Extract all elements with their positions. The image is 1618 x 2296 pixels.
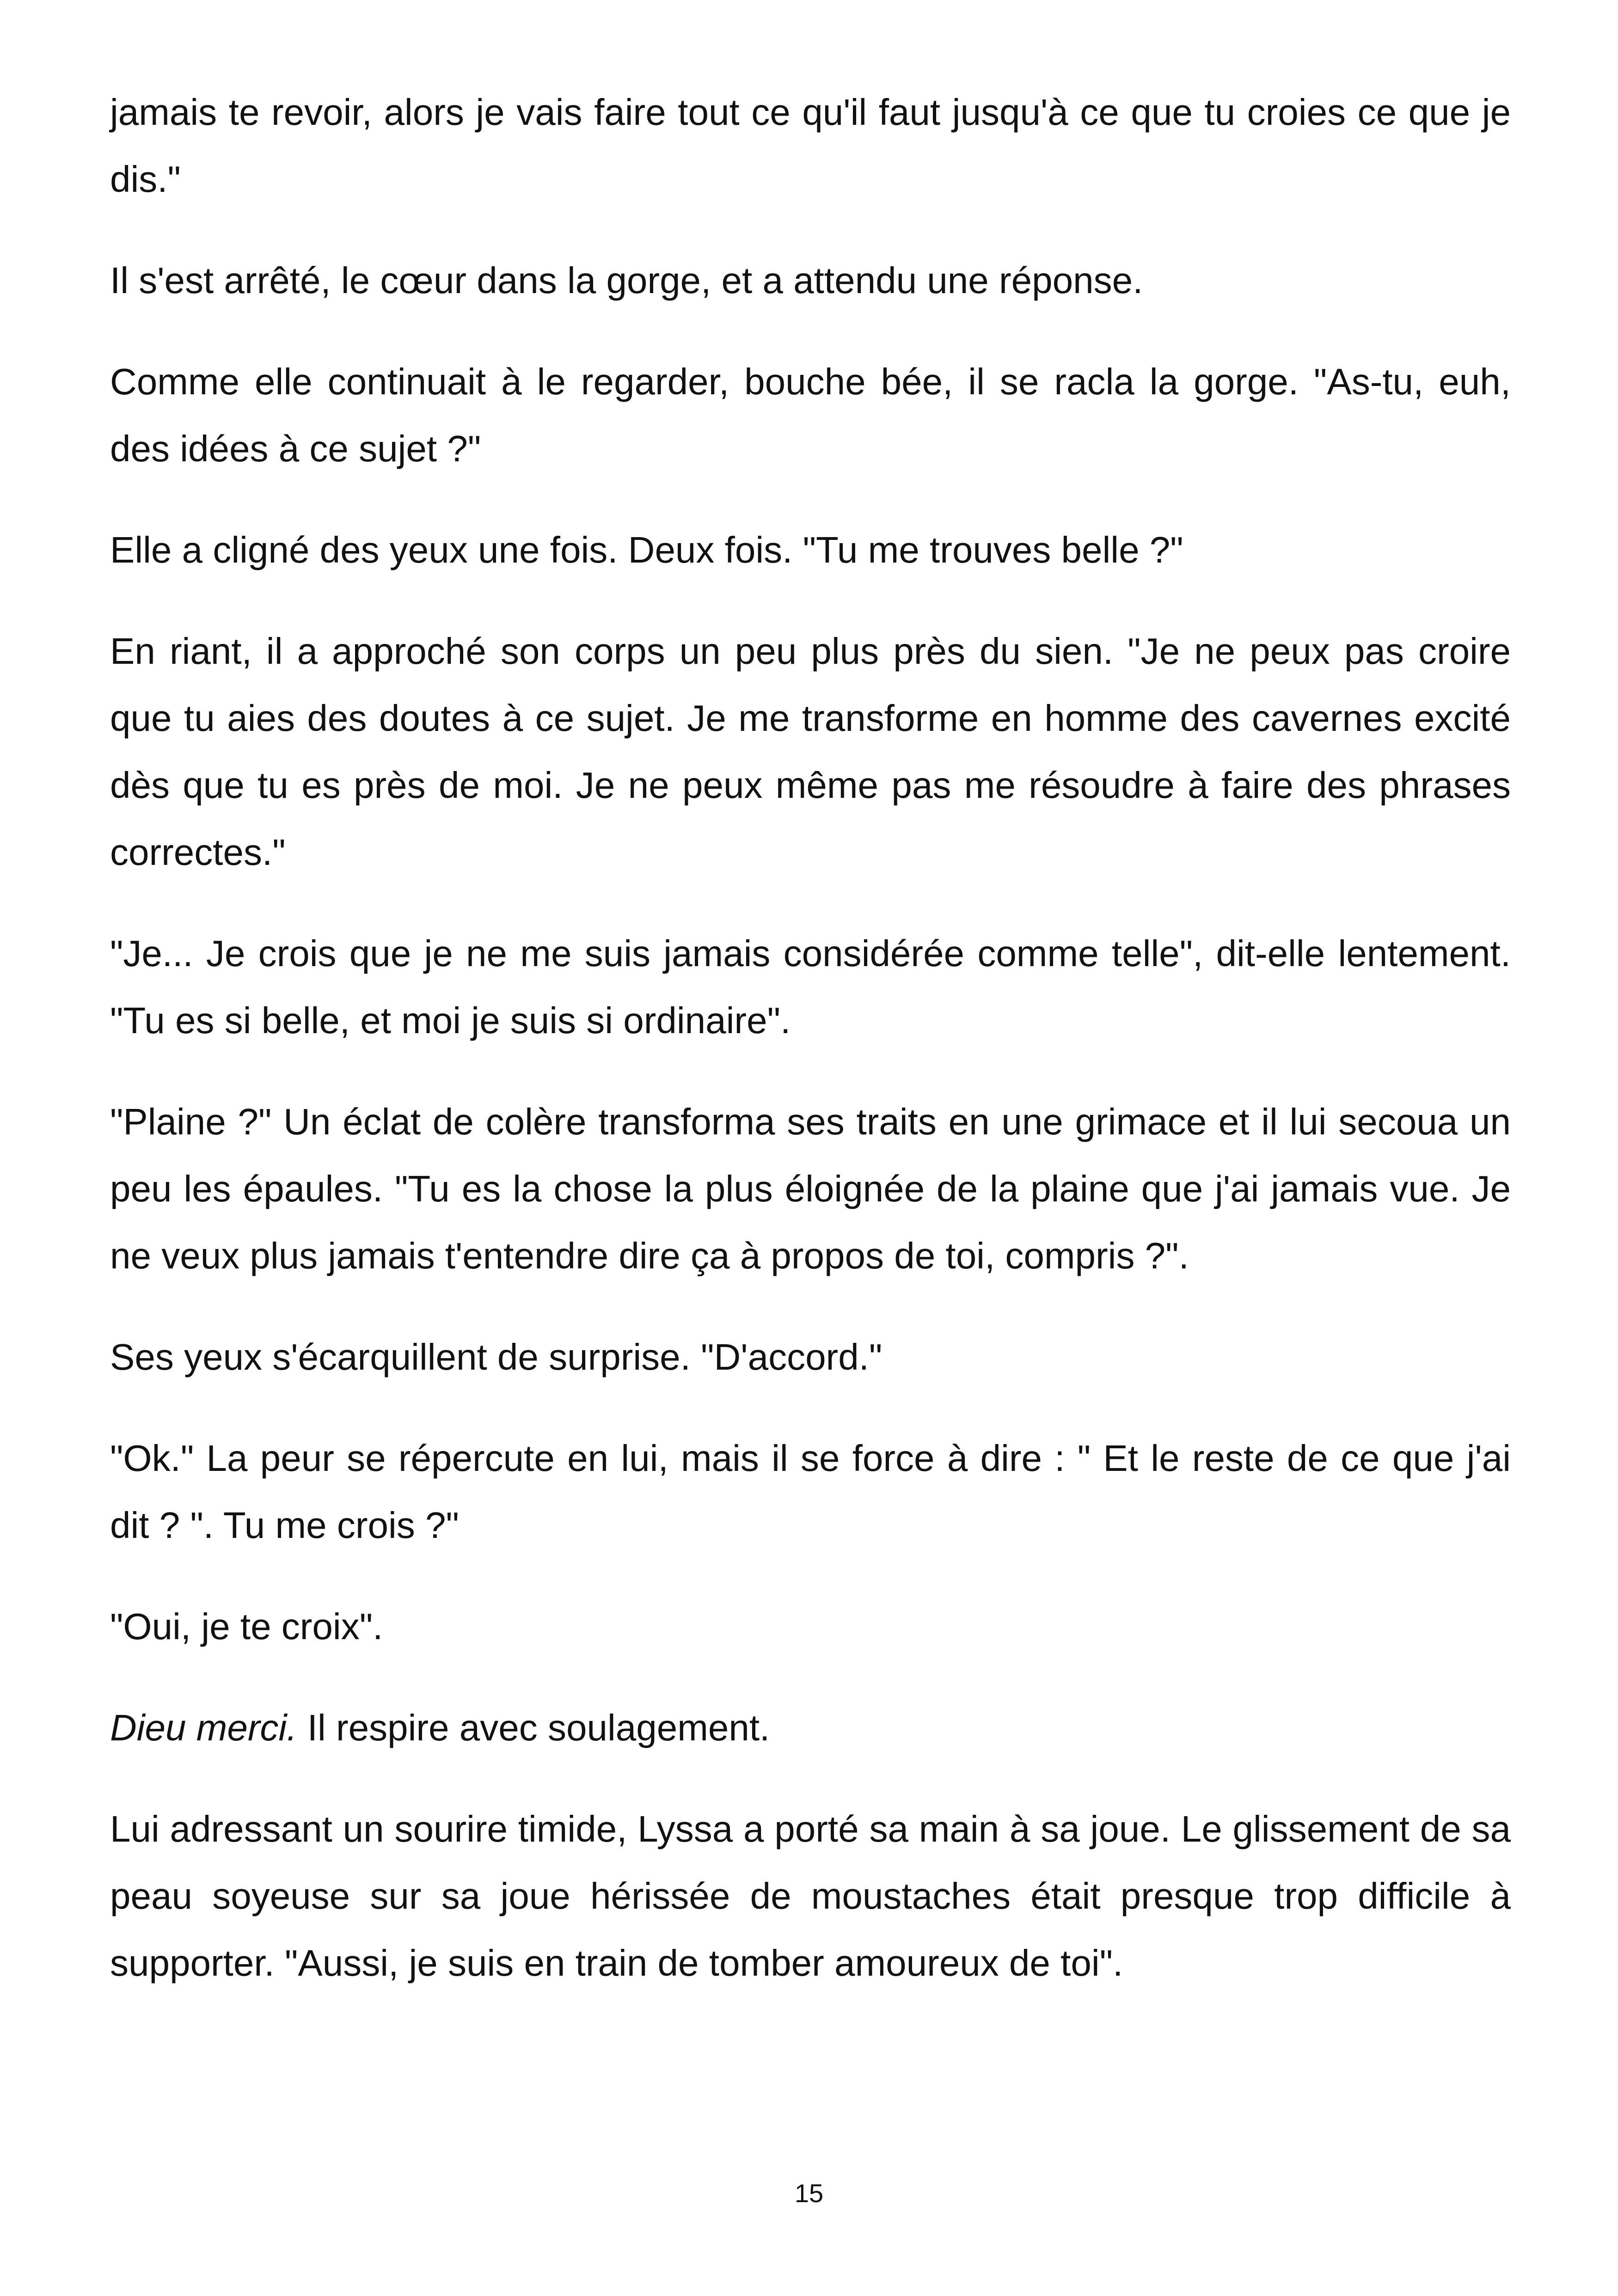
paragraph: jamais te revoir, alors je vais faire tout ce qu'il faut jusqu'à ce que tu croies ce que je dis." [110, 92, 1511, 200]
page-number: 15 [794, 2179, 824, 2208]
paragraph: "Oui, je te croix". [110, 1606, 383, 1647]
paragraph: Elle a cligné des yeux une fois. Deux fois. "Tu me trouves belle ?" [110, 529, 1183, 570]
paragraph: En riant, il a approché son corps un peu plus près du sien. "Je ne peux pas croire que tu aies des doutes à ce sujet. Je me transforme en homme des cavernes excité dès que tu es près de moi. Je ne peux même pas me résoudre à faire des phrases correctes." [110, 631, 1511, 873]
paragraph [110, 1694, 1511, 1761]
paragraph: "Ok." La peur se répercute en lui, mais il se force à dire : " Et le reste de ce que j'ai dit ? ". Tu me crois ?" [110, 1438, 1511, 1546]
paragraph: Lui adressant un sourire timide, Lyssa a porté sa main à sa joue. Le glissement de sa peau soyeuse sur sa joue hérissée de moustaches était presque trop difficile à supporter. "Aussi, je suis en train de tomber amoureux de toi". [110, 1808, 1511, 1984]
paragraph: Il s'est arrêté, le cœur dans la gorge, et a attendu une réponse. [110, 260, 1143, 301]
paragraph-rest: Il respire avec soulagement. [297, 1707, 770, 1748]
paragraph: Comme elle continuait à le regarder, bouche bée, il se racla la gorge. "As-tu, euh, des idées à ce sujet ?" [110, 361, 1511, 469]
paragraph: "Je... Je crois que je ne me suis jamais considérée comme telle", dit-elle lentement. "Tu es si belle, et moi je suis si ordinaire". [110, 933, 1511, 1041]
body-text [110, 79, 1511, 2031]
paragraph: Ses yeux s'écarquillent de surprise. "D'accord." [110, 1336, 883, 1378]
paragraph: "Plaine ?" Un éclat de colère transforma ses traits en une grimace et il lui secoua un peu les épaules. "Tu es la chose la plus éloignée de la plaine que j'ai jamais vue. Je ne veux plus jamais t'entendre dire ça à propos de toi, compris ?". [110, 1101, 1511, 1276]
italic-phrase: Dieu merci. [110, 1707, 297, 1748]
